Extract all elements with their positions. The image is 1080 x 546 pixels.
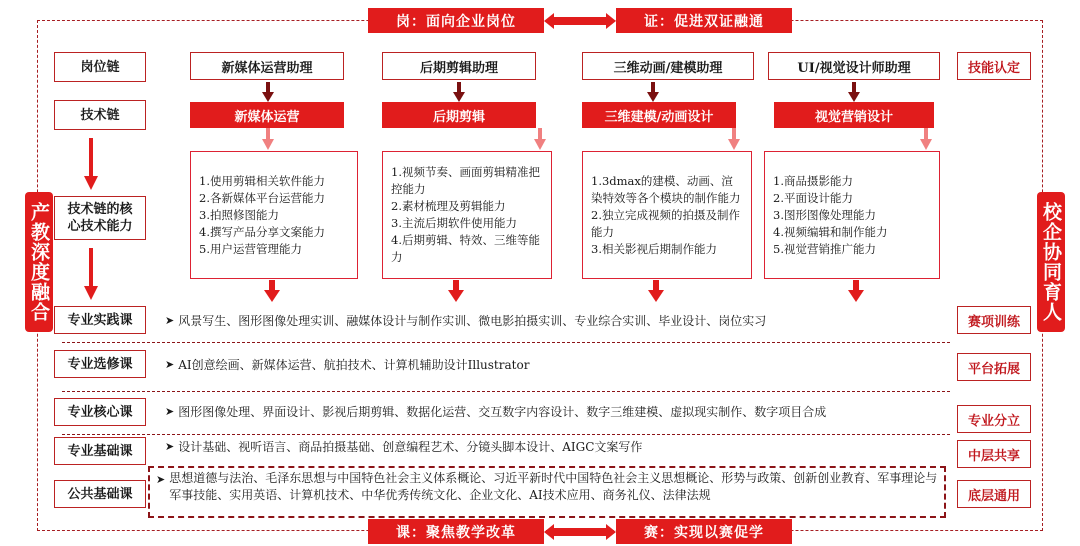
tech-chain-label: 技术链 (54, 100, 146, 130)
tech-box-post-editing: 后期剪辑 (382, 102, 536, 128)
ability-box-new-media (190, 151, 358, 279)
bullet-arrow-icon: ➤ (165, 404, 175, 418)
side-label-school-enterprise (1037, 192, 1065, 332)
ability-item: 1.使用剪辑相关软件能力 (199, 173, 325, 188)
job-box-new-media: 新媒体运营助理 (190, 52, 344, 80)
ability-item: 5.视觉营销推广能力 (773, 241, 876, 256)
ability-item: 2.素材梳理及剪辑能力 (391, 199, 506, 213)
down-arrow-icon (728, 128, 740, 150)
side-label-industry-education (25, 192, 53, 332)
bullet-arrow-icon: ➤ (156, 473, 166, 486)
course-text: 风景写生、图形图像处理实训、融媒体设计与制作实训、微电影拍摄实训、专业综合实训、毕业设计、岗位实习 (178, 313, 767, 328)
core-ability-label (54, 196, 146, 240)
banner-course: 课：聚焦教学改革 (368, 519, 544, 544)
ability-item: 3.相关影视后期制作能力 (591, 241, 717, 256)
ability-box-visual-marketing (764, 151, 940, 279)
course-text: 图形图像处理、界面设计、影视后期剪辑、数据化运营、交互数字内容设计、数字三维建模、虚拟现实制作、数字项目合成 (178, 404, 827, 419)
ability-item: 3.主流后期软件使用能力 (391, 216, 517, 230)
course-label-public: 公共基础课 (54, 480, 146, 508)
course-label-core: 专业核心课 (54, 398, 146, 426)
ability-box-post-editing (382, 151, 552, 279)
bullet-arrow-icon: ➤ (165, 439, 175, 453)
double-arrow-icon (544, 523, 616, 541)
ability-box-3d-modeling (582, 151, 752, 279)
ability-item: 2.独立完成视频的拍摄及制作能力 (591, 207, 740, 239)
bullet-arrow-icon: ➤ (165, 313, 175, 327)
ability-item: 3.图形图像处理能力 (773, 207, 876, 222)
course-content-practice (165, 306, 766, 334)
banner-job: 岗：面向企业岗位 (368, 8, 544, 33)
ability-item: 2.各新媒体平台运营能力 (199, 190, 325, 205)
course-label-foundation: 专业基础课 (54, 437, 146, 465)
course-content-elective (165, 350, 529, 378)
tech-box-visual-marketing: 视觉营销设计 (774, 102, 934, 128)
side-label-text: 校企协同育人 (1040, 202, 1062, 322)
down-arrow-icon (920, 128, 932, 150)
job-box-3d-animation: 三维动画/建模助理 (582, 52, 754, 80)
course-tag-public: 底层通用 (957, 480, 1031, 508)
course-tag-core: 专业分立 (957, 405, 1031, 433)
course-label-practice: 专业实践课 (54, 306, 146, 334)
course-text: 思想道德与法治、毛泽东思想与中国特色社会主义体系概论、习近平新时代中国特色社会主义思想概论、形势与政策、创新创业教育、军事理论与军事技能、实用英语、计算机技术、中华优秀传统文化、企业文化、AI技术应用、商务礼仪、法律法规 (169, 471, 938, 502)
bullet-arrow-icon: ➤ (165, 357, 175, 371)
side-label-text: 产教深度融合 (28, 202, 50, 322)
skill-certification-tag: 技能认定 (957, 52, 1031, 80)
ability-item: 1.商品摄影能力 (773, 173, 853, 188)
divider (62, 342, 950, 343)
course-label-elective: 专业选修课 (54, 350, 146, 378)
tech-box-new-media: 新媒体运营 (190, 102, 344, 128)
banner-competition: 赛：实现以赛促学 (616, 519, 792, 544)
ability-item: 3.拍照修图能力 (199, 207, 279, 222)
ability-item: 2.平面设计能力 (773, 190, 853, 205)
tech-box-3d-modeling: 三维建模/动画设计 (582, 102, 736, 128)
down-arrow-icon (648, 280, 664, 302)
down-arrow-icon (262, 82, 274, 102)
down-arrow-icon (453, 82, 465, 102)
down-arrow-icon (647, 82, 659, 102)
course-tag-foundation: 中层共享 (957, 440, 1031, 468)
down-arrow-icon (534, 128, 546, 150)
down-arrow-icon (84, 138, 98, 190)
down-arrow-icon (448, 280, 464, 302)
course-text: AI创意绘画、新媒体运营、航拍技术、计算机辅助设计Illustrator (178, 357, 530, 372)
down-arrow-icon (264, 280, 280, 302)
double-arrow-icon (544, 12, 616, 30)
ability-item: 1.3dmax的建模、动画、渲染特效等各个模块的制作能力 (591, 173, 741, 205)
course-content-public (156, 470, 942, 514)
core-ability-text: 技术链的核心技术能力 (67, 202, 133, 234)
down-arrow-icon (84, 248, 98, 300)
course-tag-elective: 平台拓展 (957, 353, 1031, 381)
job-chain-label: 岗位链 (54, 52, 146, 82)
job-box-post-editing: 后期剪辑助理 (382, 52, 536, 80)
ability-item: 4.后期剪辑、特效、三维等能力 (391, 233, 540, 264)
course-content-foundation (165, 435, 642, 457)
course-content-core (165, 398, 826, 424)
down-arrow-icon (848, 280, 864, 302)
down-arrow-icon (262, 128, 274, 150)
ability-item: 5.用户运营管理能力 (199, 241, 302, 256)
course-text: 设计基础、视听语言、商品拍摄基础、创意编程艺术、分镜头脚本设计、AIGC文案写作 (178, 439, 643, 454)
course-tag-practice: 赛项训练 (957, 306, 1031, 334)
job-box-ui-visual: UI/视觉设计师助理 (768, 52, 940, 80)
ability-item: 1.视频节奏、画面剪辑精准把控能力 (391, 165, 540, 196)
ability-item: 4.撰写产品分享文案能力 (199, 224, 325, 239)
ability-item: 4.视频编辑和制作能力 (773, 224, 888, 239)
divider (62, 391, 950, 392)
banner-certificate: 证：促进双证融通 (616, 8, 792, 33)
down-arrow-icon (848, 82, 860, 102)
